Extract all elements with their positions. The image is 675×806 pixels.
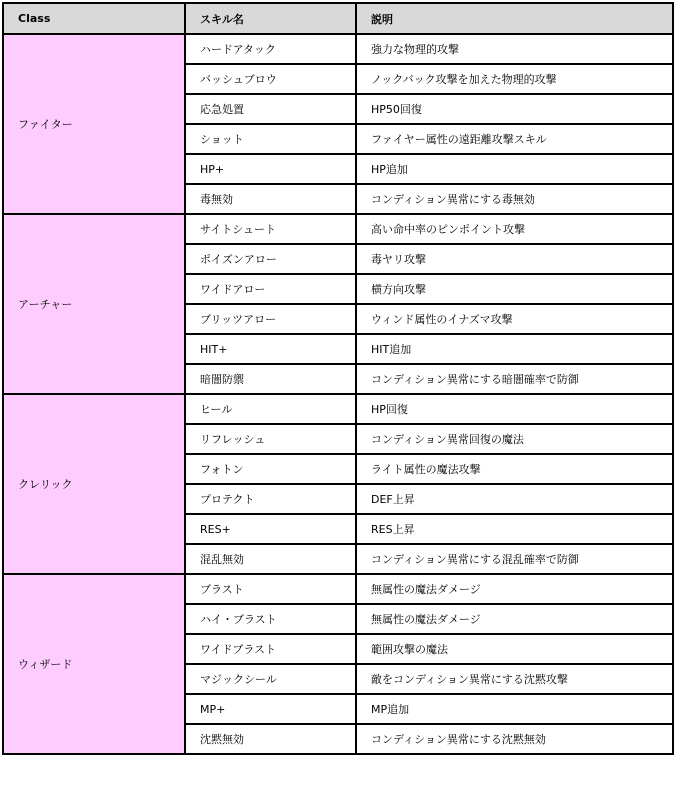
skill-name-cell: ブリッツアロー [185, 304, 356, 334]
description-cell: 無属性の魔法ダメージ [356, 604, 673, 634]
table-row [3, 214, 673, 244]
class-cell: アーチャー [3, 214, 185, 394]
table-row [3, 394, 673, 424]
description-cell: 高い命中率のピンポイント攻撃 [356, 214, 673, 244]
description-cell: ファイヤー属性の遠距離攻撃スキル [356, 124, 673, 154]
skill-name-cell: ハードアタック [185, 34, 356, 64]
description-cell: コンディション異常にする混乱確率で防御 [356, 544, 673, 574]
description-cell: ライト属性の魔法攻撃 [356, 454, 673, 484]
skill-name-cell: 沈黙無効 [185, 724, 356, 754]
description-cell: コンディション異常にする暗闇確率で防御 [356, 364, 673, 394]
table-row [3, 34, 673, 64]
skill-name-cell: フォトン [185, 454, 356, 484]
skill-name-cell: 毒無効 [185, 184, 356, 214]
skill-name-cell: ブラスト [185, 574, 356, 604]
skill-name-cell: プロテクト [185, 484, 356, 514]
description-cell: 強力な物理的攻撃 [356, 34, 673, 64]
skill-name-cell: サイトシュート [185, 214, 356, 244]
header-row [3, 3, 673, 34]
table-body [3, 34, 673, 754]
skill-name-cell: 暗闇防禦 [185, 364, 356, 394]
skill-table [2, 2, 674, 755]
skill-name-cell: ハイ・ブラスト [185, 604, 356, 634]
description-cell: HP追加 [356, 154, 673, 184]
skill-name-cell: マジックシール [185, 664, 356, 694]
skill-name-cell: HP+ [185, 154, 356, 184]
skill-name-cell: ワイドブラスト [185, 634, 356, 664]
skill-name-cell: MP+ [185, 694, 356, 724]
table-row [3, 574, 673, 604]
description-cell: ノックバック攻撃を加えた物理的攻撃 [356, 64, 673, 94]
header-skill-name: スキル名 [185, 3, 356, 34]
description-cell: HP回復 [356, 394, 673, 424]
description-cell: 無属性の魔法ダメージ [356, 574, 673, 604]
description-cell: HP50回復 [356, 94, 673, 124]
skill-name-cell: RES+ [185, 514, 356, 544]
header-description: 説明 [356, 3, 673, 34]
skill-name-cell: ヒール [185, 394, 356, 424]
description-cell: ウィンド属性のイナズマ攻撃 [356, 304, 673, 334]
description-cell: HIT追加 [356, 334, 673, 364]
description-cell: コンディション異常回復の魔法 [356, 424, 673, 454]
description-cell: MP追加 [356, 694, 673, 724]
skill-name-cell: ポイズンアロー [185, 244, 356, 274]
description-cell: 敵をコンディション異常にする沈黙攻撃 [356, 664, 673, 694]
class-cell: クレリック [3, 394, 185, 574]
skill-name-cell: HIT+ [185, 334, 356, 364]
description-cell: RES上昇 [356, 514, 673, 544]
skill-name-cell: 応急処置 [185, 94, 356, 124]
class-cell: ファイター [3, 34, 185, 214]
class-cell: ウィザード [3, 574, 185, 754]
skill-name-cell: 混乱無効 [185, 544, 356, 574]
description-cell: コンディション異常にする毒無効 [356, 184, 673, 214]
skill-name-cell: バッシュブロウ [185, 64, 356, 94]
description-cell: 範囲攻撃の魔法 [356, 634, 673, 664]
header-class: Class [3, 3, 185, 34]
description-cell: DEF上昇 [356, 484, 673, 514]
skill-name-cell: ワイドアロー [185, 274, 356, 304]
skill-name-cell: ショット [185, 124, 356, 154]
description-cell: コンディション異常にする沈黙無効 [356, 724, 673, 754]
description-cell: 毒ヤリ攻撃 [356, 244, 673, 274]
skill-name-cell: リフレッシュ [185, 424, 356, 454]
description-cell: 横方向攻撃 [356, 274, 673, 304]
